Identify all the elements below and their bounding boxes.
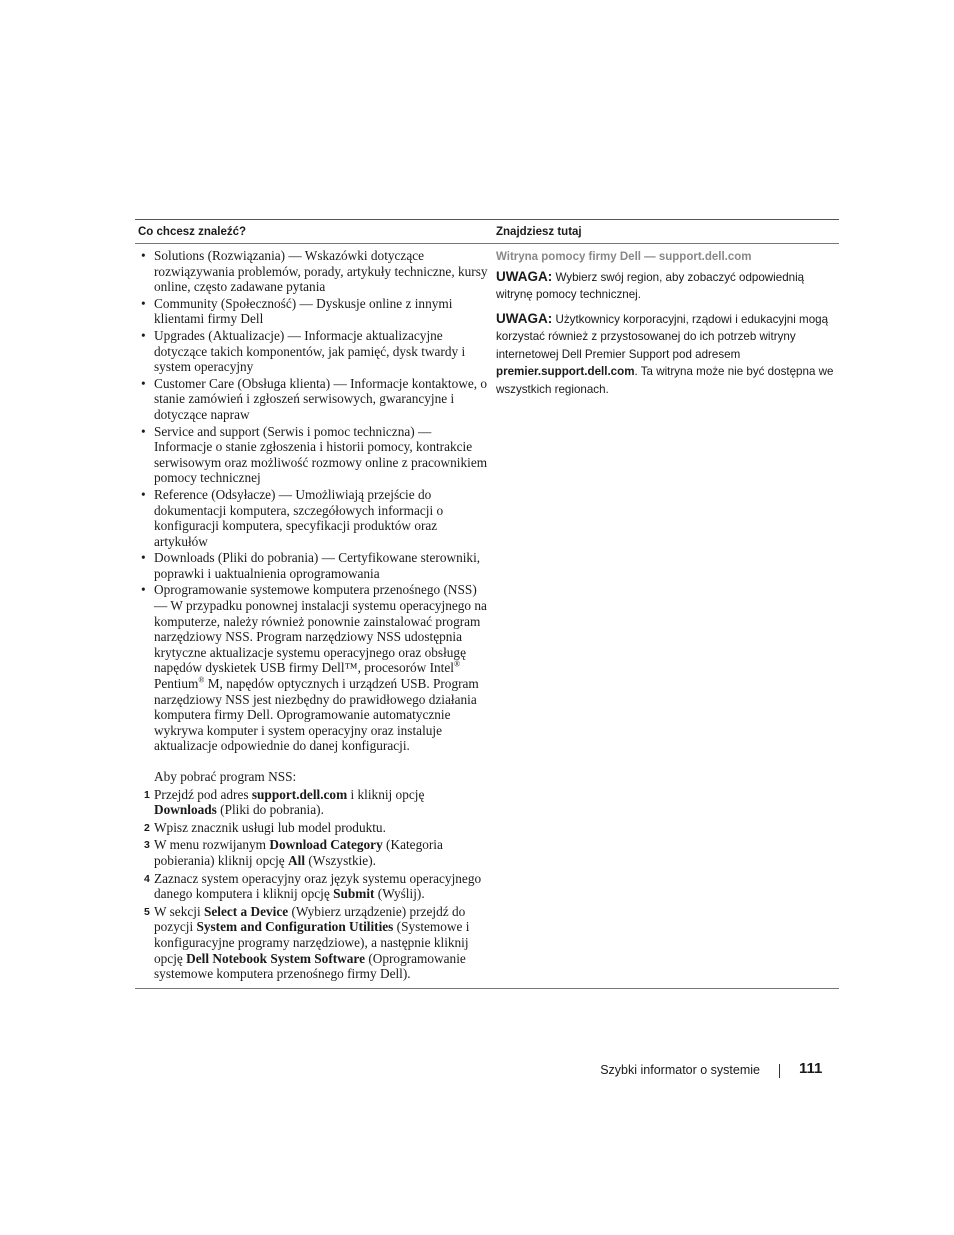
step-text: (Wyślij). [374, 886, 425, 902]
right-cell [496, 248, 839, 984]
footer-separator [779, 1064, 780, 1078]
table-header-row [135, 220, 839, 243]
step-bold: Select a Device [203, 903, 289, 919]
step-text: Zaznacz system operacyjny oraz język systemu operacyjnego danego komputera i kliknij opcję [154, 870, 482, 902]
step-bold: Dell Notebook System Software [186, 950, 365, 966]
step-text: W sekcji [154, 903, 204, 919]
step-text: (Wszystkie). [305, 852, 376, 868]
note-region [496, 268, 837, 304]
step-text: W menu rozwijanym [154, 837, 270, 853]
step-bold: System and Configuration Utilities [196, 919, 394, 935]
step-text: (Wybierz urządzenie) przejdź do pozycji [154, 903, 466, 935]
step-number: 4 [144, 872, 150, 885]
step-bold: support.dell.com [251, 786, 348, 802]
step-bold: Download Category [269, 837, 383, 853]
step-item [141, 837, 490, 868]
table-row [135, 244, 839, 988]
step-item [141, 787, 490, 818]
step-text: Przejdź pod adres [154, 786, 252, 802]
table-bottom-rule [135, 988, 839, 989]
registered-mark: ® [453, 660, 461, 670]
step-number: 2 [144, 821, 150, 834]
footer-title: Szybki informator o systemie [600, 1063, 760, 1077]
nss-text-part2: Pentium [154, 676, 199, 692]
nss-text-part1: Oprogramowanie systemowe komputera przenośnego (NSS) — W przypadku ponownej instalacji systemu operacyjnego na komputerze, należy również ponownie zainstalować program narzędziowy NSS. Program narzędziowy NSS udostępnia krytyczne aktualizacje systemu operacyjnego oraz obsługę napędów dyskietek USB firmy Dell™, procesorów Intel [154, 582, 487, 676]
header-where-to-find: Znajdziesz tutaj [496, 225, 582, 238]
download-intro: Aby pobrać program NSS: [154, 769, 297, 784]
info-table [135, 219, 839, 989]
header-what-to-find: Co chcesz znaleźć? [138, 225, 247, 238]
note-label: UWAGA: [496, 268, 553, 284]
list-item: • Solutions (Rozwiązania) — Wskazówki dotyczące rozwiązywania problemów, porady, artykuły techniczne, kursy online, często zadawane pytania [141, 248, 490, 295]
list-item-nss [141, 582, 490, 754]
note-text: Wybierz swój region, aby zobaczyć odpowiednią witrynę pomocy technicznej. [496, 270, 805, 301]
step-item [141, 904, 490, 982]
download-steps [141, 787, 490, 982]
note-text: Użytkownicy korporacyjni, rządowi i edukacyjni mogą korzystać również z przystosowanej do ich potrzeb witryny internetowej Dell Premier Support pod adresem [496, 312, 829, 361]
left-cell [135, 248, 496, 984]
step-number: 1 [144, 788, 150, 801]
note-text: . Ta witryna może nie być dostępna we wszystkich regionach. [496, 365, 834, 396]
premier-support-link[interactable]: premier.support.dell.com [496, 365, 635, 378]
registered-mark: ® [198, 675, 205, 685]
list-item: • Customer Care (Obsługa klienta) — Informacje kontaktowe, o stanie zamówień i zgłoszeń serwisowych, gwarancyjne i dotyczące napraw [141, 376, 490, 423]
list-item: • Reference (Odsyłacze) — Umożliwiają przejście do dokumentacji komputera, szczegółowych informacji o konfiguracji komputera, specyfikacji produktów oraz artykułów [141, 487, 490, 549]
note-label: UWAGA: [496, 310, 553, 326]
step-bold: Downloads [154, 802, 217, 818]
note-premier [496, 310, 837, 399]
page-number: 111 [799, 1060, 823, 1077]
list-item: • Service and support (Serwis i pomoc techniczna) — Informacje o stanie zgłoszenia i historii pomocy, kontrakcie serwisowym oraz możliwość rozmowy online z pracownikiem pomocy technicznej [141, 424, 490, 486]
step-number: 5 [144, 905, 150, 918]
step-text: (Pliki do pobrania). [216, 802, 324, 818]
list-item: • Upgrades (Aktualizacje) — Informacje aktualizacyjne dotyczące takich komponentów, jak pamięć, dysk twardy i system operacyjny [141, 328, 490, 375]
step-text: i kliknij opcję [347, 786, 425, 802]
list-item: • Community (Społeczność) — Dyskusje online z innymi klientami firmy Dell [141, 296, 490, 327]
step-item [141, 820, 490, 836]
step-number: 3 [144, 839, 150, 852]
step-text: (Oprogramowanie systemowe komputera przenośnego firmy Dell). [154, 950, 466, 982]
step-text: (Kategoria pobierania) kliknij opcję [154, 837, 443, 868]
list-item: • Downloads (Pliki do pobrania) — Certyfikowane sterowniki, poprawki i uaktualnienia oprogramowania [141, 550, 490, 581]
feature-list [141, 248, 490, 754]
nss-text-part3: M, napędów optycznych i urządzeń USB. Program narzędziowy NSS jest niezbędny do prawidłowego działania komputera firmy Dell. Oprogramowanie automatycznie wykrywa komputer i system operacyjny oraz instaluje aktualizacje odpowiednie do danej konfiguracji. [154, 676, 479, 754]
step-text: Wpisz znacznik usługi lub model produktu. [154, 819, 386, 835]
support-site-title: Witryna pomocy firmy Dell — support.dell.com [496, 251, 752, 263]
step-item [141, 871, 490, 902]
step-bold: Submit [333, 886, 375, 902]
page-footer [0, 1060, 954, 1080]
step-bold: All [288, 852, 306, 868]
step-text: (Systemowe i konfiguracyjne programy narzędziowe), a następnie kliknij opcję [154, 919, 470, 966]
